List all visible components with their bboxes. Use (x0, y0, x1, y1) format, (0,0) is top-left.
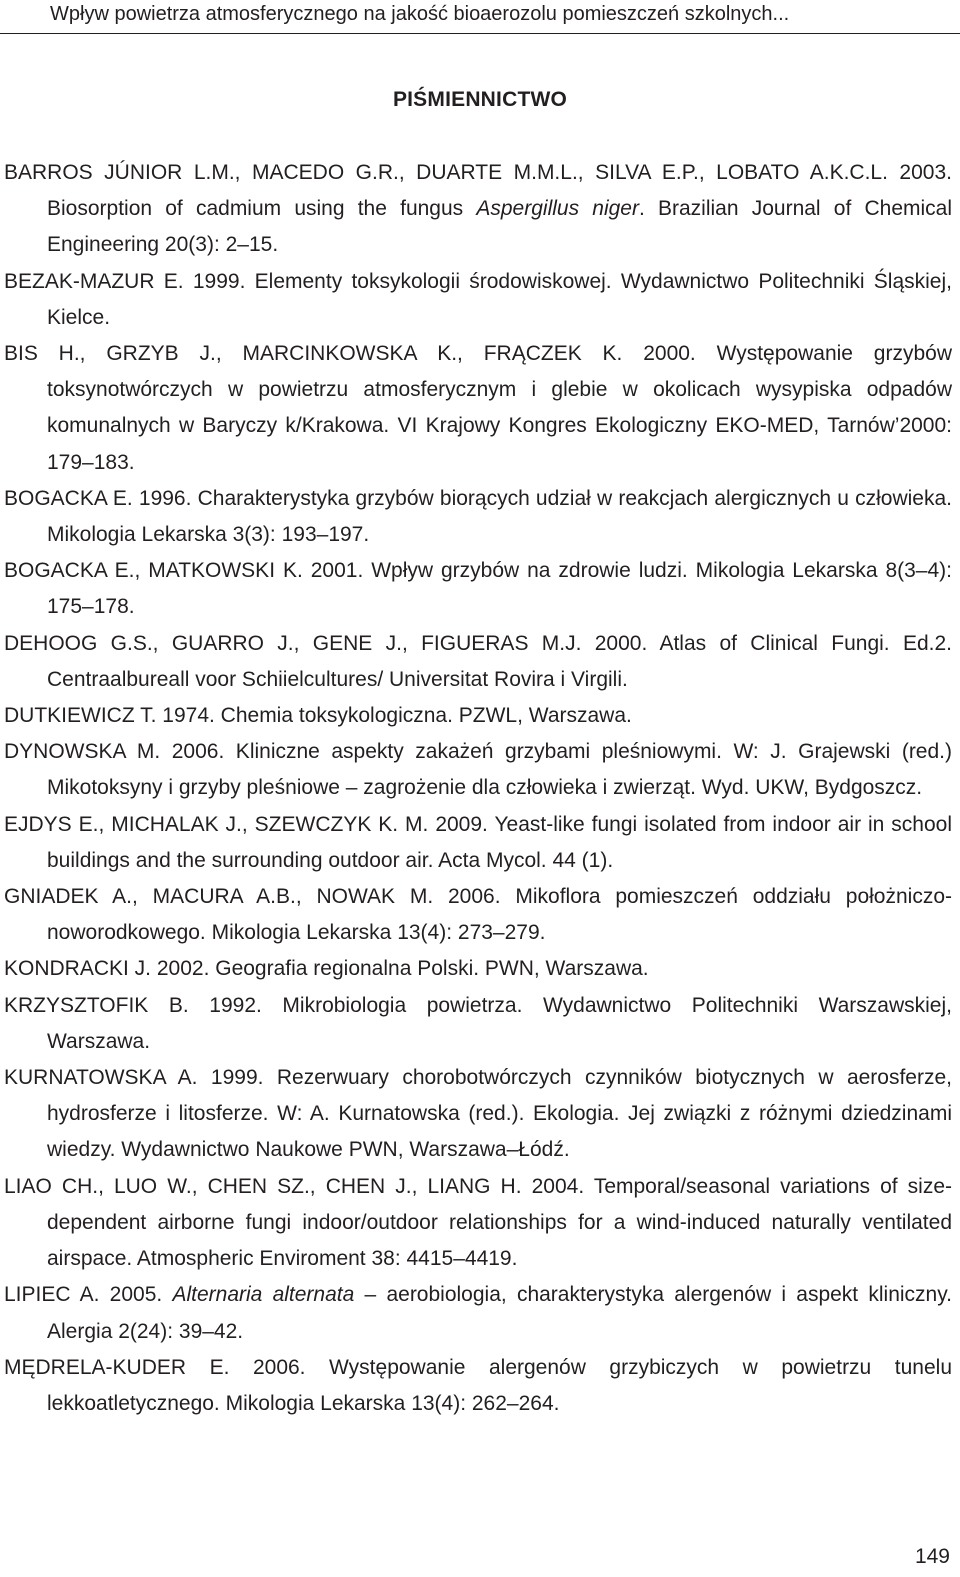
reference-item: BEZAK-MAZUR E. 1999. Elementy toksykologii środowiskowej. Wydawnictwo Politechniki Śląskiej, Kielce. (4, 269, 952, 329)
reference-item: KURNATOWSKA A. 1999. Rezerwuary chorobotwórczych czynników biotycznych w aerosferze, hydrosferze i litosferze. W: A. Kurnatowska (red.). Ekologia. Jej związki z różnymi dziedzinami wiedzy. Wydawnictwo Naukowe PWN, Warszawa–Łódź. (4, 1066, 952, 1162)
reference-item: LIAO CH., LUO W., CHEN SZ., CHEN J., LIANG H. 2004. Temporal/seasonal variations of size-dependent airborne fungi indoor/outdoor relationships for a wind-induced naturally ventilated airspace. Atmospheric Enviroment 38: 4415–4419. (4, 1174, 952, 1271)
page-number: 149 (914, 1545, 950, 1568)
reference-item: BIS H., GRZYB J., MARCINKOWSKA K., FRĄCZEK K. 2000. Występowanie grzybów toksynotwórczych w powietrzu atmosferycznym i glebie w okolicach wysypiska odpadów komunalnych w Baryczy k/Krakowa. VI Krajowy Kongres Ekologiczny EKO-MED, Tarnów’2000: 179–183. (4, 342, 952, 474)
reference-list (4, 155, 952, 1422)
reference-item: BOGACKA E. 1996. Charakterystyka grzybów biorących udział w reakcjach alergicznych u człowieka. Mikologia Lekarska 3(3): 193–197. (4, 486, 952, 547)
reference-item: MĘDRELA-KUDER E. 2006. Występowanie alergenów grzybiczych w powietrzu tunelu lekkoatletycznego. Mikologia Lekarska 13(4): 262–264. (4, 1355, 952, 1415)
section-heading: PIŚMIENNICTWO (392, 88, 568, 111)
reference-item: EJDYS E., MICHALAK J., SZEWCZYK K. M. 2009. Yeast-like fungi isolated from indoor air in school buildings and the surrounding outdoor air. Acta Mycol. 44 (1). (4, 812, 952, 872)
running-head (0, 0, 960, 34)
reference-item: KRZYSZTOFIK B. 1992. Mikrobiologia powietrza. Wydawnictwo Politechniki Warszawskiej, Warszawa. (4, 993, 952, 1053)
reference-item: KONDRACKI J. 2002. Geografia regionalna Polski. PWN, Warszawa. (4, 957, 649, 981)
reference-item: LIPIEC A. 2005. Alternaria alternata – aerobiologia, charakterystyka alergenów i aspekt kliniczny. Alergia 2(24): 39–42. (4, 1283, 953, 1343)
reference-item: GNIADEK A., MACURA A.B., NOWAK M. 2006. Mikoflora pomieszczeń oddziału położniczo-noworodkowego. Mikologia Lekarska 13(4): 273–279. (4, 885, 952, 945)
running-head-title: Wpływ powietrza atmosferycznego na jakość bioaerozolu pomieszczeń szkolnych... (50, 3, 790, 25)
reference-item: BARROS JÚNIOR L.M., MACEDO G.R., DUARTE M.M.L., SILVA E.P., LOBATO A.K.C.L. 2003. Biosorption of cadmium using the fungus Aspergillus niger. Brazilian Journal of Chemical Engineering 20(3): 2–15. (4, 161, 953, 257)
reference-item: BOGACKA E., MATKOWSKI K. 2001. Wpływ grzybów na zdrowie ludzi. Mikologia Lekarska 8(3–4): 175–178. (4, 559, 952, 619)
reference-item: DUTKIEWICZ T. 1974. Chemia toksykologiczna. PZWL, Warszawa. (4, 704, 632, 728)
reference-item: DEHOOG G.S., GUARRO J., GENE J., FIGUERAS M.J. 2000. Atlas of Clinical Fungi. Ed.2. Centraalbureall voor Schiielcultures/ Universitat Rovira i Virgili. (4, 631, 952, 691)
reference-item: DYNOWSKA M. 2006. Kliniczne aspekty zakażeń grzybami pleśniowymi. W: J. Grajewski (red.) Mikotoksyny i grzyby pleśniowe – zagrożenie dla człowieka i zwierząt. Wyd. UKW, Bydgoszcz. (4, 740, 952, 800)
